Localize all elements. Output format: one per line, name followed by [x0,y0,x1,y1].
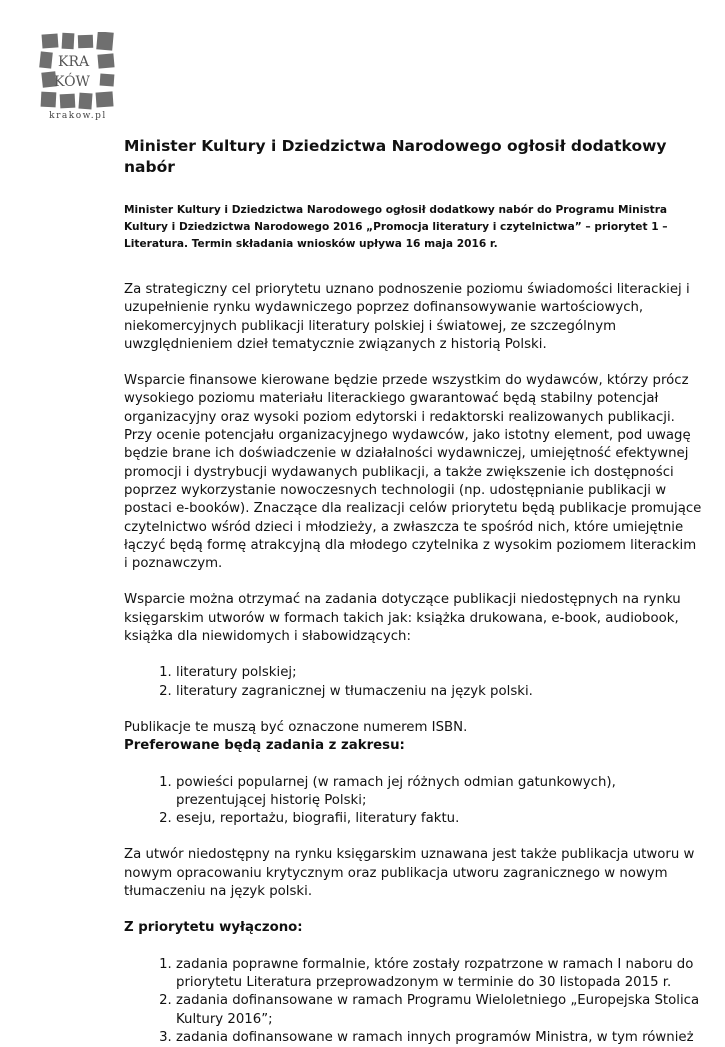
paragraph-unavailable: Za utwór niedostępny na rynku księgarskim uznawana jest także publikacja utworu w nowym opracowaniu krytycznym oraz publikacja utworu zagranicznego w nowym tłumaczeniu na język polski. [124,847,695,900]
paragraph-isbn: Publikacje te muszą być oznaczone numerem ISBN. [124,719,468,735]
article [124,136,702,1047]
list-item: 1. zadania poprawne formalnie, które zostały rozpatrzone w ramach I naboru do priorytetu Literatura przeprowadzonym w terminie do 30 listopada 2015 r. [176,956,702,993]
heading-excluded: Z priorytetu wyłączono: [124,920,303,936]
logo-text-top: KRA [58,54,90,70]
list-preferred [124,774,702,829]
list-excluded [124,956,702,1047]
list-literature [124,664,702,701]
paragraph-goal: Za strategiczny cel priorytetu uznano podnoszenie poziomu świadomości literackiej i uzupełnienie rynku wydawniczego poprzez dofinansowywanie wartościowych, niekomercyjnych publikacji literatury polskiej i światowej, ze szczególnym uwzględnieniem dzieł tematycznie związanych z historią Polski. [124,282,690,352]
logo-text-bottom: KÓW [54,74,90,90]
list-item: 2. literatury zagranicznej w tłumaczeniu na język polski. [176,683,702,701]
logo-url: krakow.pl [49,111,107,121]
article-title: Minister Kultury i Dziedzictwa Narodowego ogłosił dodatkowy nabór [124,137,667,176]
article-lead: Minister Kultury i Dziedzictwa Narodowego ogłosił dodatkowy nabór do Programu Ministra Kultury i Dziedzictwa Narodowego 2016 „Promocja literatury i czytelnictwa” – priorytet 1 – Literatura. Termin składania wniosków upływa 16 maja 2016 r. [124,204,668,250]
list-item: 1. literatury polskiej; [176,664,702,682]
list-item: 2. zadania dofinansowane w ramach Programu Wieloletniego „Europejska Stolica Kultury 2016”; [176,992,702,1029]
list-item: 1. powieści popularnej (w ramach jej różnych odmian gatunkowych), prezentującej historię Polski; [176,774,702,811]
heading-preferred: Preferowane będą zadania z zakresu: [124,738,405,754]
paragraph-tasks: Wsparcie można otrzymać na zadania dotyczące publikacji niedostępnych na rynku księgarskim utworów w formach takich jak: książka drukowana, e-book, audiobook, książka dla niewidomych i słabowidzących: [124,592,681,645]
list-item: 2. eseju, reportażu, biografii, literatury faktu. [176,810,702,828]
list-item: 3. zadania dofinansowane w ramach innych programów Ministra, w tym również [176,1029,702,1047]
krakow-logo-mark [38,32,118,112]
paragraph-support: Wsparcie finansowe kierowane będzie przede wszystkim do wydawców, którzy prócz wysokiego poziomu materiału literackiego gwarantować będą stabilny potencjał organizacyjny oraz wysoki poziom edytorski i redaktorski realizowanych publikacji. Przy ocenie potencjału organizacyjnego wydawców, jako istotny element, pod uwagę będzie brane ich doświadczenie w działalności wydawniczej, umiejętność efektywnej promocji i dystrybucji wydawanych publikacji, a także zwiększenie ich dostępności poprzez wykorzystanie nowoczesnych technologii (np. udostępnianie publikacji w postaci e-booków). Znaczące dla realizacji celów priorytetu będą publikacje promujące czytelnictwo wśród dzieci i młodzieży, a zwłaszcza te spośród nich, które umiejętnie łączyć będą formę atrakcyjną dla młodego czytelnika z wysokim poziomem literackim i poznawczym. [124,373,702,572]
